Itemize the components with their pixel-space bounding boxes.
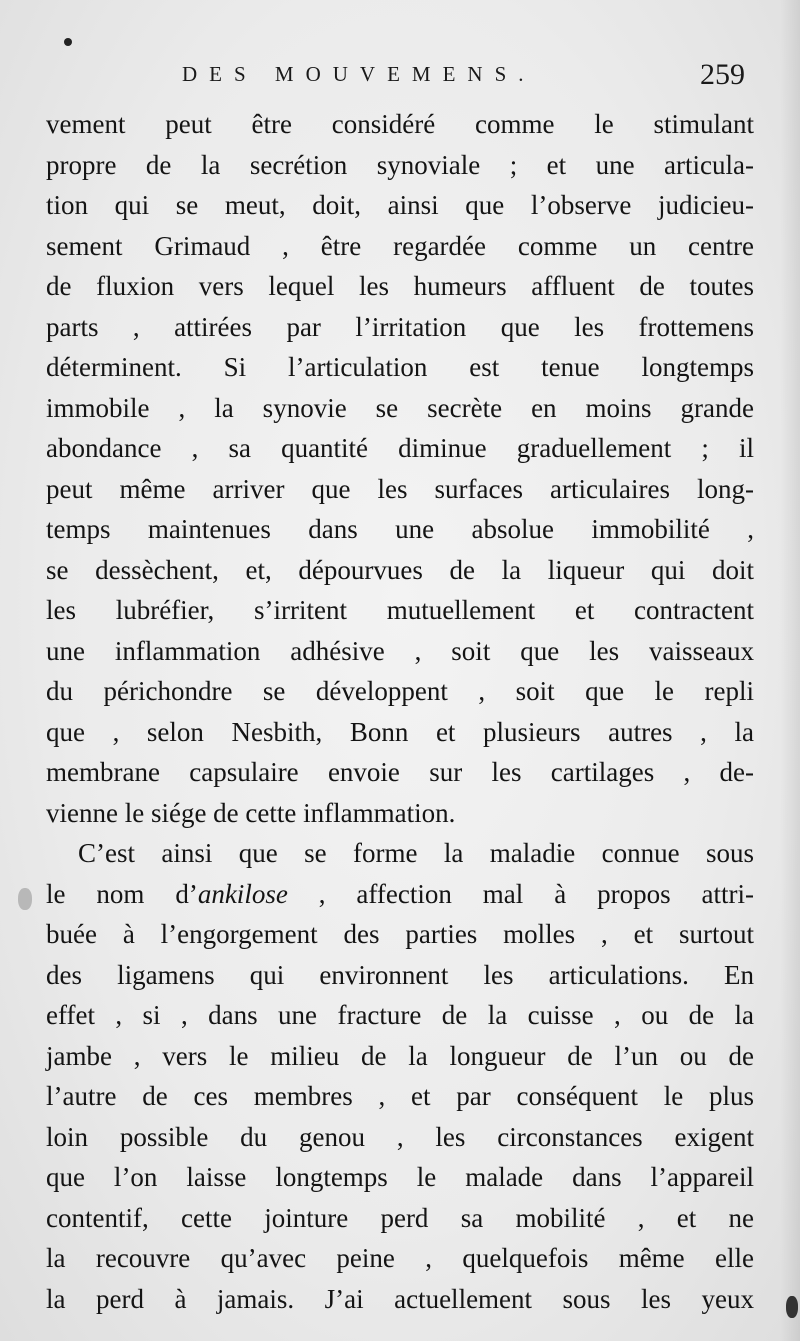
ink-blot-left <box>18 888 32 910</box>
text-line: des ligamens qui environnent les articulations. En <box>46 959 754 990</box>
text-fragment: , affection mal à propos attri- <box>287 878 754 909</box>
text-line: jambe , vers le milieu de la longueur de l’un ou de <box>46 1040 754 1071</box>
ink-blot-right <box>786 1296 798 1318</box>
text-line: immobile , la synovie se secrète en moins grande <box>46 392 754 423</box>
text-line: vement peut être considéré comme le stimulant <box>46 109 754 139</box>
body-text <box>46 104 754 1319</box>
text-line: propre de la secrétion synoviale ; et une articula- <box>46 149 754 180</box>
text-line: que l’on laisse longtemps le malade dans l’appareil <box>46 1162 754 1192</box>
running-head <box>0 58 800 92</box>
text-fragment: le nom d’ <box>46 878 198 909</box>
page-edge-shadow <box>780 0 800 1341</box>
text-line: les lubréfier, s’irritent mutuellement et contractent <box>46 595 754 625</box>
text-line: loin possible du genou , les circonstances exigent <box>46 1121 754 1152</box>
text-line-with-italic <box>46 874 754 915</box>
text-line: la recouvre qu’avec peine , quelquefois même elle <box>46 1243 754 1273</box>
text-line: parts , attirées par l’irritation que les frottemens <box>46 311 754 342</box>
text-line: sement Grimaud , être regardée comme un centre <box>46 230 754 261</box>
text-line: C’est ainsi que se forme la maladie connue sous <box>78 838 754 868</box>
italic-term: ankilose <box>197 878 288 909</box>
text-line: une inflammation adhésive , soit que les vaisseaux <box>46 635 754 666</box>
text-line: l’autre de ces membres , et par conséquent le plus <box>46 1081 754 1111</box>
text-line: membrane capsulaire envoie sur les cartilages , de- <box>46 757 754 787</box>
text-line: que , selon Nesbith, Bonn et plusieurs autres , la <box>46 716 754 747</box>
text-line: contentif, cette jointure perd sa mobilité , et ne <box>46 1202 754 1233</box>
running-title: DES MOUVEMENS. <box>182 62 536 86</box>
text-line: peut même arriver que les surfaces articulaires long- <box>46 473 754 504</box>
page-number: 259 <box>700 58 745 91</box>
text-line: du périchondre se développent , soit que le repli <box>46 676 754 706</box>
text-line: la perd à jamais. J’ai actuellement sous les yeux <box>46 1283 754 1314</box>
text-line: temps maintenues dans une absolue immobilité , <box>46 514 754 544</box>
text-line: vienne le siége de cette inflammation. <box>46 797 456 828</box>
text-line: déterminent. Si l’articulation est tenue longtemps <box>46 352 754 382</box>
text-line: tion qui se meut, doit, ainsi que l’observe judicieu- <box>46 190 754 220</box>
text-line: effet , si , dans une fracture de la cuisse , ou de la <box>46 1000 754 1030</box>
text-line: buée à l’engorgement des parties molles , et surtout <box>46 919 754 949</box>
text-line: se dessèchent, et, dépourvues de la liqueur qui doit <box>46 554 754 585</box>
text-line: abondance , sa quantité diminue graduellement ; il <box>46 433 754 463</box>
text-line: de fluxion vers lequel les humeurs affluent de toutes <box>46 271 754 301</box>
ink-speck <box>64 38 72 46</box>
